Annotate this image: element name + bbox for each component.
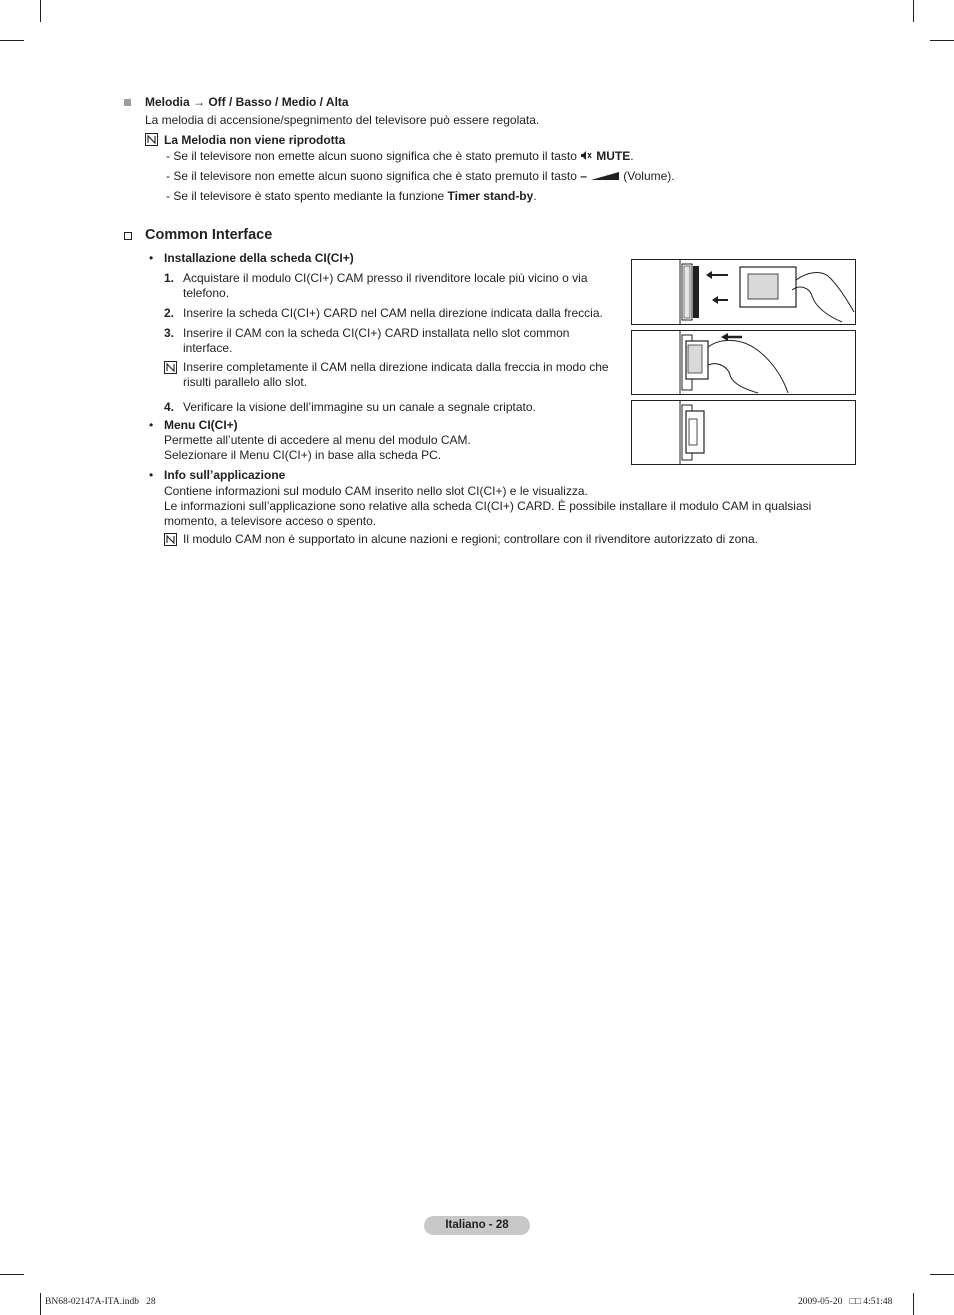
crop-mark xyxy=(40,1293,41,1315)
item-suffix: . xyxy=(533,189,537,203)
menu-line: Permette all’utente di accedere al menu del modulo CAM. xyxy=(164,433,471,447)
crop-mark xyxy=(40,0,41,22)
step-text: Acquistare il modulo CI(CI+) CAM presso il rivenditore locale più vicino o via xyxy=(183,271,588,285)
item-bold: Timer stand-by xyxy=(447,189,534,203)
step-number: 2. xyxy=(164,306,175,320)
mute-icon xyxy=(580,150,592,161)
item-dash: - xyxy=(166,169,174,183)
crop-mark xyxy=(930,40,954,41)
cam-slot-illustration xyxy=(632,331,855,394)
step-text: telefono. xyxy=(183,286,230,300)
section-checkbox-icon xyxy=(124,232,132,240)
melodia-item xyxy=(166,149,634,164)
info-title: Info sull’applicazione xyxy=(164,468,286,482)
item-suffix: . xyxy=(630,149,634,163)
step-text: interface. xyxy=(183,341,233,355)
info-note: Il modulo CAM non è supportato in alcune nazioni e regioni; controllare con il rivenditore autorizzato di zona. xyxy=(183,532,758,546)
menu-title: Menu CI(CI+) xyxy=(164,418,238,432)
section-bullet-square xyxy=(124,99,131,106)
cam-card-illustration xyxy=(632,260,855,324)
note-icon xyxy=(164,533,177,546)
note-icon xyxy=(164,361,177,374)
item-bold: MUTE xyxy=(596,149,631,163)
menu-line: Selezionare il Menu CI(CI+) in base alla scheda PC. xyxy=(164,448,442,462)
cam-installed-illustration xyxy=(632,401,855,464)
crop-mark xyxy=(0,40,24,41)
footer-file-info: BN68-02147A-ITA.indb 28 xyxy=(45,1297,156,1307)
step-text: Inserire il CAM con la scheda CI(CI+) CARD installata nello slot common xyxy=(183,326,570,340)
figure-cam-card-insert xyxy=(631,259,856,325)
volume-icon xyxy=(590,171,620,181)
item-dash: - xyxy=(166,149,174,163)
bullet: • xyxy=(149,418,154,432)
melodia-description: La melodia di accensione/spegnimento del televisore può essere regolata. xyxy=(145,113,540,127)
bullet: • xyxy=(149,251,154,265)
item-dash: - xyxy=(166,189,174,203)
crop-mark xyxy=(930,1274,954,1275)
figure-cam-insert-slot xyxy=(631,330,856,395)
footer-timestamp: 2009-05-20 □□ 4:51:48 xyxy=(798,1297,893,1307)
melodia-item xyxy=(166,169,675,184)
item-bold: – xyxy=(580,169,587,183)
info-line: Contiene informazioni sul modulo CAM inserito nello slot CI(CI+) e le visualizza. xyxy=(164,484,588,498)
item-text: Se il televisore è stato spento mediante la funzione xyxy=(173,189,448,203)
step-number: 3. xyxy=(164,326,175,340)
melodia-note-title: La Melodia non viene riprodotta xyxy=(164,133,346,147)
crop-mark xyxy=(0,1274,24,1275)
step-text: Verificare la visione dell’immagine su un canale a segnale criptato. xyxy=(183,400,536,414)
install-note: Inserire completamente il CAM nella direzione indicata dalla freccia in modo che xyxy=(183,360,609,374)
melodia-heading: Melodia → Off / Basso / Medio / Alta xyxy=(145,95,349,109)
page-number-label: Italiano - 28 xyxy=(424,1216,530,1235)
figure-cam-installed xyxy=(631,400,856,465)
note-icon xyxy=(145,133,158,146)
install-title: Installazione della scheda CI(CI+) xyxy=(164,251,354,265)
install-note: risulti parallelo allo slot. xyxy=(183,375,308,389)
info-line: momento, a televisore acceso o spento. xyxy=(164,514,377,528)
melodia-item xyxy=(166,189,537,204)
step-number: 1. xyxy=(164,271,175,285)
crop-mark xyxy=(913,0,914,22)
step-text: Inserire la scheda CI(CI+) CARD nel CAM nella direzione indicata dalla freccia. xyxy=(183,306,603,320)
common-interface-heading: Common Interface xyxy=(145,227,273,243)
item-text: Se il televisore non emette alcun suono significa che è stato premuto il tasto xyxy=(173,149,581,163)
item-suffix: (Volume). xyxy=(619,169,675,183)
info-line: Le informazioni sull’applicazione sono relative alla scheda CI(CI+) CARD. È possibile installare il modulo CAM in qualsiasi xyxy=(164,499,812,513)
bullet: • xyxy=(149,468,154,482)
step-number: 4. xyxy=(164,400,175,414)
crop-mark xyxy=(913,1293,914,1315)
item-text: Se il televisore non emette alcun suono significa che è stato premuto il tasto xyxy=(173,169,581,183)
